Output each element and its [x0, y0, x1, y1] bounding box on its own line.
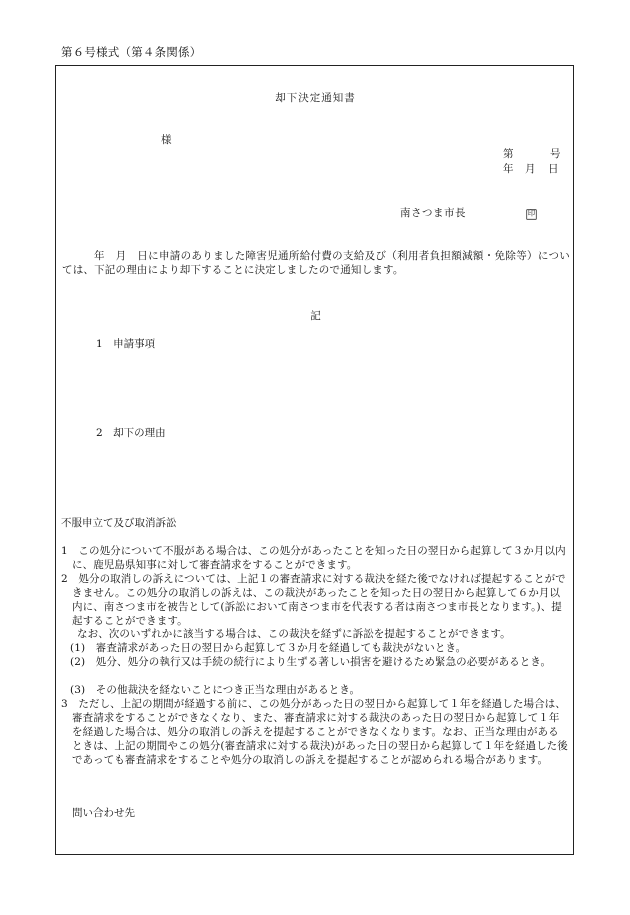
notice-body: 年 月 日に申請のありました障害児通所給付費の支給及び（利用者負担額減額・免除等）については、下記の理由により却下することに決定しましたので通知します。 [62, 250, 570, 276]
appeal-note: なお、次のいずれかに該当する場合は、この裁決を経ずに訴訟を提起することができます。 [77, 628, 511, 640]
appeal-heading: 不服申立て及び取消訴訟 [61, 517, 177, 529]
notice-frame [55, 65, 574, 855]
appeal-sub-2: (2) 処分、処分の執行又は手続の続行により生ずる著しい損害を避けるため緊急の必要があるとき。 [70, 656, 552, 668]
contact-label: 問い合わせ先 [72, 807, 135, 819]
date-day: 日 [548, 163, 559, 175]
document-title: 却下決定通知書 [275, 92, 356, 104]
appeal-paragraph-2: 2 処分の取消しの訴えについては、上記１の審査請求に対する裁決を経た後でなければ提起することができません。この処分の取消しの訴えは、この裁決があったことを知った日の翌日から起算して６か月以内に、南さつま市を被告として(訴訟において南さつま市を代表する者は南さつま市長となります。)、提起することができます。 [61, 573, 566, 627]
seal-icon: 印 [527, 210, 536, 219]
date-year: 年 [503, 163, 514, 175]
addressee-suffix: 様 [161, 134, 172, 146]
item-application: 1 申請事項 [96, 338, 156, 350]
number-suffix: 号 [550, 148, 561, 160]
item-reason: 2 却下の理由 [96, 427, 166, 439]
issuer-name: 南さつま市長 [400, 207, 466, 219]
appeal-paragraph-3: 3 ただし、上記の期間が経過する前に、この処分があった日の翌日から起算して１年を経過した場合は、審査請求をすることができなくなり、また、審査請求に対する裁決のあった日の翌日から起算して１年を経過した場合は、処分の取消しの訴えを提起することができなくなります。なお、正当な理由があるときは、上記の期間やこの処分(審査請求に対する裁決)があった日の翌日から起算して１年を経過した後であっても審査請求をすることや処分の取消しの訴えを提起することが認められる場合があります。 [61, 698, 568, 766]
date-month: 月 [525, 163, 536, 175]
number-prefix: 第 [503, 148, 514, 160]
appeal-sub-1: (1) 審査請求があった日の翌日から起算して３か月を経過しても裁決がないとき。 [70, 642, 467, 654]
ki-heading: 記 [310, 310, 321, 322]
appeal-paragraph-1: 1 この処分について不服がある場合は、この処分があったことを知った日の翌日から起算して３か月以内に、鹿児島県知事に対して審査請求をすることができます。 [61, 545, 566, 571]
form-number-label: 第６号様式（第４条関係） [61, 45, 202, 59]
appeal-sub-3: (3) その他裁決を経ないことにつき正当な理由があるとき。 [70, 684, 361, 696]
